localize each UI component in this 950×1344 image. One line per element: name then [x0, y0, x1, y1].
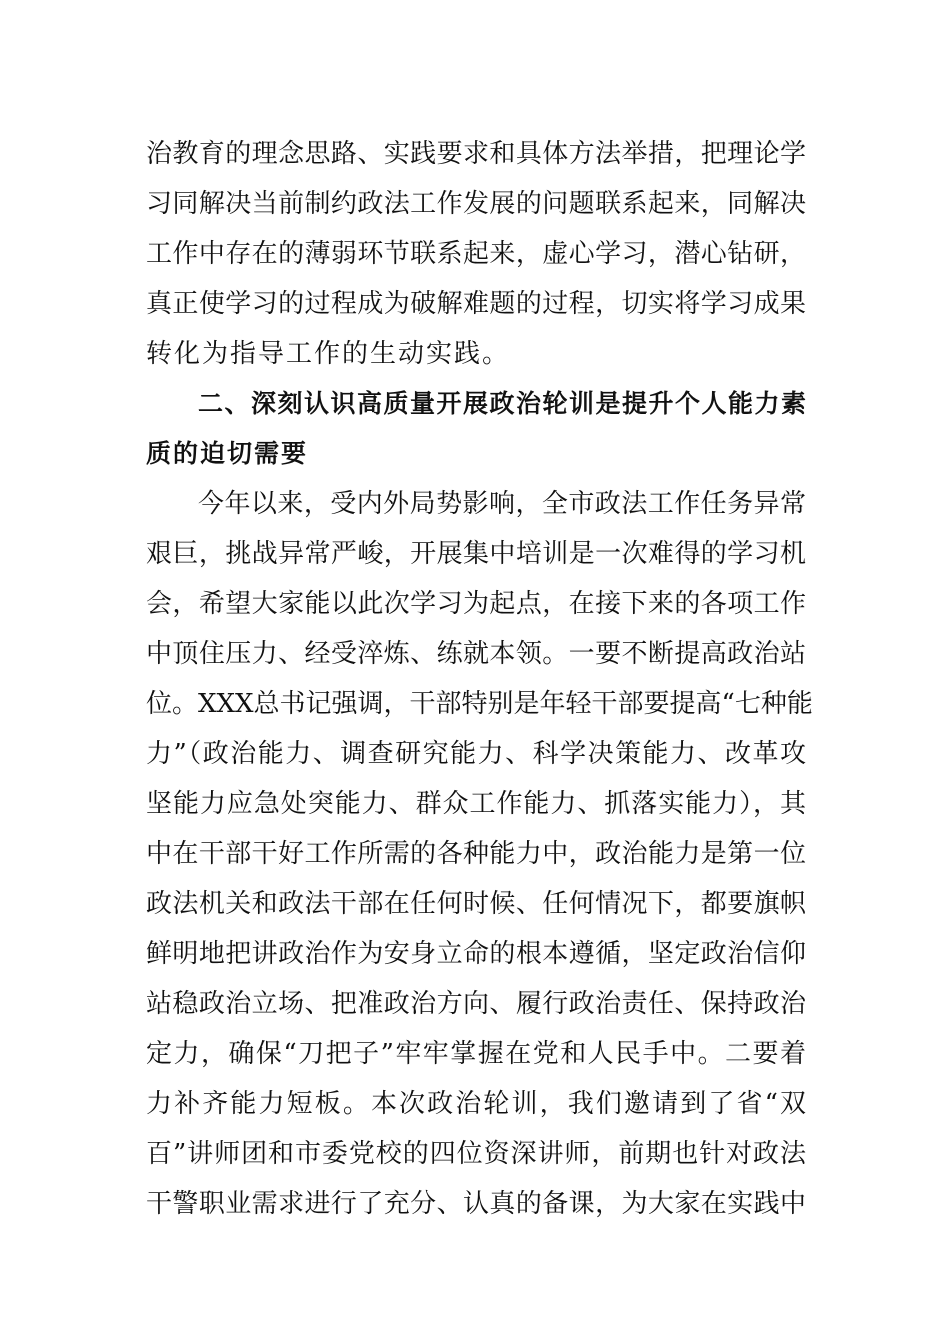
paragraph-2-line-8: 中在干部干好工作所需的各种能力中，政治能力是第一位	[146, 839, 806, 869]
paragraph-2-line-15: 干警职业需求进行了充分、认真的备课，为大家在实践中	[146, 1189, 806, 1219]
paragraph-1-line-1: 治教育的理念思路、实践要求和具体方法举措，把理论学	[146, 139, 806, 169]
paragraph-2-line-14: 百”讲师团和市委党校的四位资深讲师，前期也针对政法	[146, 1139, 806, 1169]
section-heading-2-line-1: 二、深刻认识高质量开展政治轮训是提升个人能力素	[198, 389, 806, 418]
paragraph-2-line-2: 艰巨，挑战异常严峻，开展集中培训是一次难得的学习机	[146, 539, 806, 569]
paragraph-1-line-4: 真正使学习的过程成为破解难题的过程，切实将学习成果	[146, 289, 806, 319]
paragraph-2-line-13: 力补齐能力短板。本次政治轮训，我们邀请到了省“双	[146, 1089, 806, 1119]
paragraph-1-line-2: 习同解决当前制约政法工作发展的问题联系起来，同解决	[146, 189, 806, 219]
paragraph-2-line-3: 会，希望大家能以此次学习为起点，在接下来的各项工作	[146, 589, 806, 619]
paragraph-2-line-7: 坚能力应急处突能力、群众工作能力、抓落实能力），其	[146, 789, 806, 819]
paragraph-2-line-5: 位。XXX总书记强调，干部特别是年轻干部要提高“七种能	[146, 689, 813, 719]
paragraph-2-line-12: 定力，确保“刀把子”牢牢掌握在党和人民手中。二要着	[146, 1039, 806, 1069]
paragraph-1-line-3: 工作中存在的薄弱环节联系起来，虚心学习，潜心钻研，	[146, 239, 806, 269]
section-heading-2-line-2: 质的迫切需要	[146, 439, 309, 468]
paragraph-2-line-1: 今年以来，受内外局势影响，全市政法工作任务异常	[198, 489, 806, 519]
paragraph-2-line-11: 站稳政治立场、把准政治方向、履行政治责任、保持政治	[146, 989, 806, 1019]
paragraph-2-line-6: 力”（政治能力、调查研究能力、科学决策能力、改革攻	[146, 739, 806, 769]
paragraph-2-line-9: 政法机关和政法干部在任何时候、任何情况下，都要旗帜	[146, 889, 806, 919]
paragraph-2-line-4: 中顶住压力、经受淬炼、练就本领。一要不断提高政治站	[146, 639, 806, 669]
paragraph-1-line-5: 转化为指导工作的生动实践。	[146, 339, 511, 369]
paragraph-2-line-10: 鲜明地把讲政治作为安身立命的根本遵循，坚定政治信仰	[146, 939, 806, 969]
